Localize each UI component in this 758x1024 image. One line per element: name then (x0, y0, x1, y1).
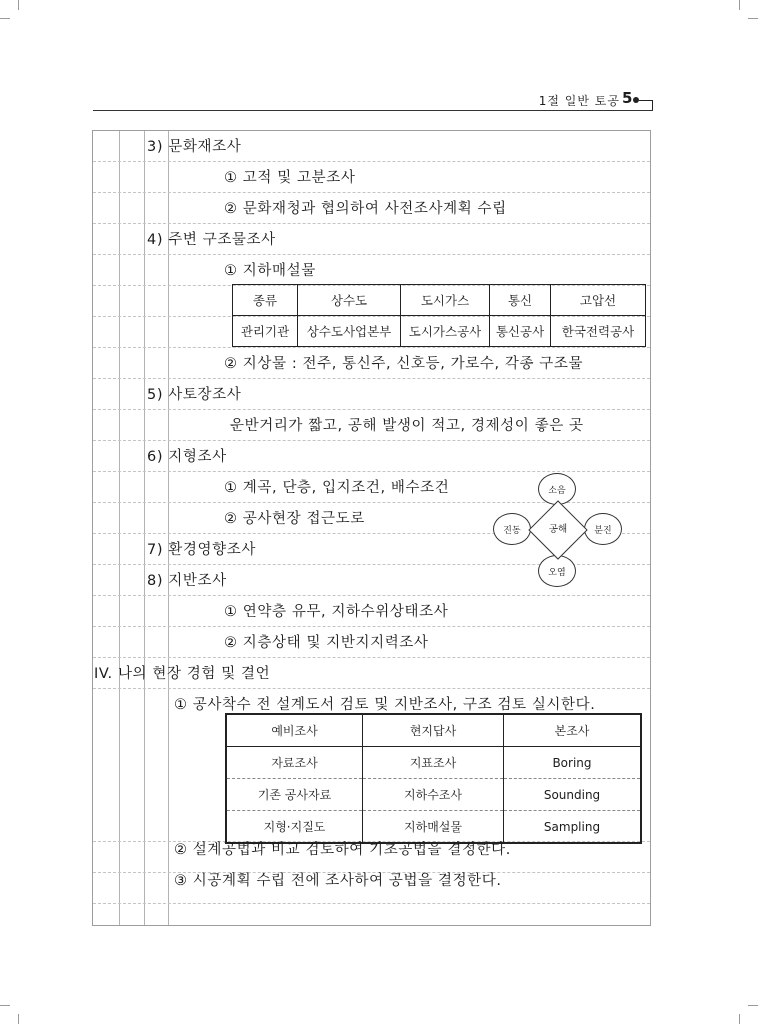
table-cell: 상수도사업본부 (298, 316, 401, 347)
chapter-header: 1절 일반 토공 (538, 94, 620, 108)
list-item: ① 공사착수 전 설계도서 검토 및 지반조사, 구조 검토 실시한다. (174, 697, 596, 713)
list-item: ② 설계공법과 비교 검토하여 기초공법을 결정한다. (174, 842, 511, 858)
margin-line (168, 131, 169, 925)
list-item: ② 지층상태 및 지반지지력조사 (224, 635, 429, 651)
survey-table (225, 713, 642, 844)
table-row (226, 747, 641, 779)
table-cell: 고압선 (551, 285, 646, 316)
ruled-line (93, 657, 650, 658)
list-item: ① 계곡, 단층, 입지조건, 배수조건 (224, 480, 450, 496)
table-row (233, 285, 646, 316)
table-cell: 통신 (490, 285, 551, 316)
table-cell: 현지답사 (363, 714, 504, 747)
list-item: ② 공사현장 접근도로 (224, 511, 365, 527)
section-heading: 6) 지형조사 (147, 449, 227, 465)
ruled-line (93, 688, 650, 689)
list-item: ③ 시공계획 수립 전에 조사하여 공법을 결정한다. (174, 873, 502, 889)
chapter-heading: IV. 나의 현장 경험 및 결언 (94, 666, 271, 682)
crop-mark (18, 1014, 19, 1024)
table-cell: 종류 (233, 285, 298, 316)
table-cell: 지하수조사 (363, 779, 504, 811)
diagram-center-label: 공해 (548, 524, 568, 535)
table-row (226, 811, 641, 844)
margin-line (119, 131, 120, 925)
table-cell: 자료조사 (226, 747, 363, 779)
table-row (226, 714, 641, 747)
table-cell: 도시가스공사 (401, 316, 490, 347)
ruled-line (93, 626, 650, 627)
list-item: ② 지상물 : 전주, 통신주, 신호등, 가로수, 각종 구조물 (224, 356, 584, 372)
table-cell: 상수도 (298, 285, 401, 316)
ruled-line (93, 347, 650, 348)
ruled-line (93, 471, 650, 472)
crop-mark (748, 1005, 758, 1006)
list-item: ① 지하매설물 (224, 263, 316, 279)
table-cell: Sampling (504, 811, 642, 844)
section-heading: 8) 지반조사 (147, 573, 227, 589)
ruled-line (93, 161, 650, 162)
section-heading: 3) 문화재조사 (147, 139, 242, 155)
ruled-line (93, 378, 650, 379)
table-cell: 지하매설물 (363, 811, 504, 844)
section-heading: 5) 사토장조사 (147, 387, 242, 403)
crop-mark (18, 0, 19, 10)
table-row (233, 316, 646, 347)
page-number: 5 (622, 89, 633, 107)
diagram-node-bottom: 오염 (538, 555, 576, 587)
table-cell: Sounding (504, 779, 642, 811)
crop-mark (0, 18, 10, 19)
table-cell: 지형·지질도 (226, 811, 363, 844)
ruled-line (93, 409, 650, 410)
ruled-line (93, 192, 650, 193)
crop-mark (739, 1014, 740, 1024)
table-cell: 본조사 (504, 714, 642, 747)
table-cell: 관리기관 (233, 316, 298, 347)
ruled-line (93, 223, 650, 224)
body-text: 운반거리가 짧고, 공해 발생이 적고, 경제성이 좋은 곳 (230, 418, 584, 434)
crop-mark (748, 18, 758, 19)
list-item: ① 연약층 유무, 지하수위상태조사 (224, 604, 449, 620)
crop-mark (739, 0, 740, 10)
section-heading: 7) 환경영향조사 (147, 542, 256, 558)
ruled-line (93, 595, 650, 596)
table-cell: Boring (504, 747, 642, 779)
margin-line (144, 131, 145, 925)
table-cell: 한국전력공사 (551, 316, 646, 347)
diagram-node-right: 분진 (584, 513, 622, 545)
page-number-leader (639, 100, 653, 101)
list-item: ① 고적 및 고분조사 (224, 170, 356, 186)
diagram-node-left: 진동 (493, 513, 531, 545)
section-heading: 4) 주변 구조물조사 (147, 232, 276, 248)
ruled-line (93, 254, 650, 255)
table-cell: 통신공사 (490, 316, 551, 347)
table-row (226, 779, 641, 811)
list-item: ② 문화재청과 협의하여 사전조사계획 수립 (224, 201, 507, 217)
crop-mark (0, 1005, 10, 1006)
diagram-node-top: 소음 (538, 473, 576, 505)
header-rule (93, 110, 653, 111)
utility-table (232, 284, 646, 347)
table-cell: 기존 공사자료 (226, 779, 363, 811)
ruled-line (93, 903, 650, 904)
ruled-line (93, 440, 650, 441)
table-cell: 지표조사 (363, 747, 504, 779)
table-cell: 도시가스 (401, 285, 490, 316)
table-cell: 예비조사 (226, 714, 363, 747)
